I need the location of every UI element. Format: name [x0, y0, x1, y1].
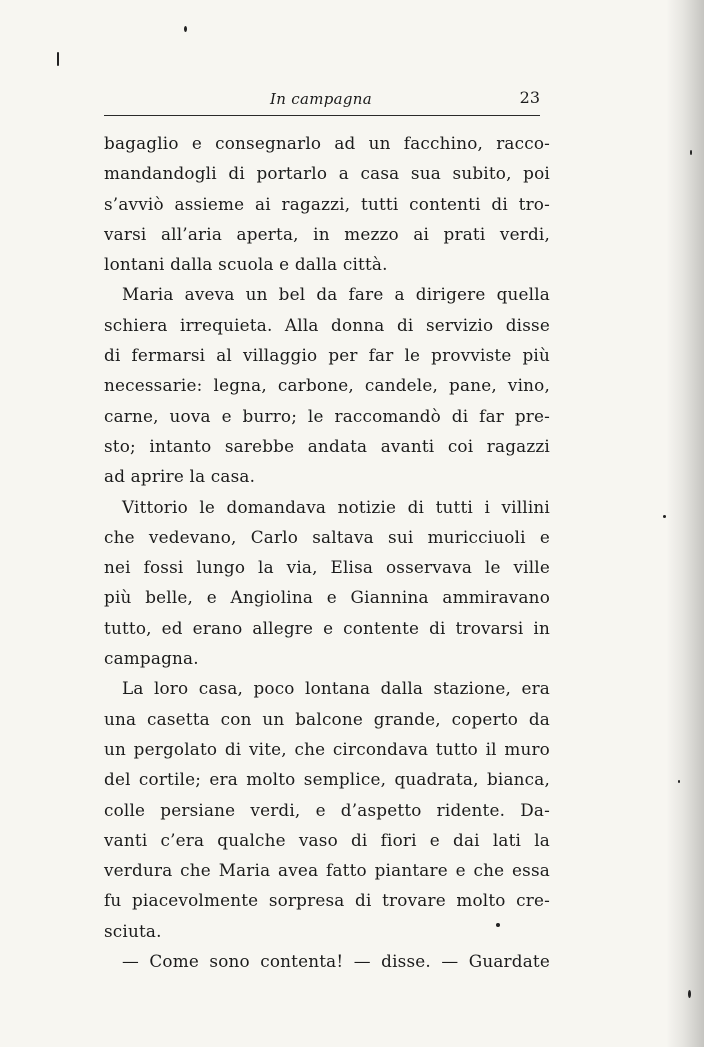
text-line: tutto, ed erano allegre e contente di trovarsi in	[104, 617, 550, 638]
text-line: lontani dalla scuola e dalla città.	[104, 254, 388, 275]
text-line: necessarie: legna, carbone, candele, pane, vino,	[104, 375, 550, 396]
body-text	[104, 128, 550, 976]
ink-speck	[663, 515, 666, 518]
header-rule	[104, 115, 540, 116]
ink-speck	[678, 780, 680, 783]
text-line: nei fossi lungo la via, Elisa osservava le ville	[104, 557, 550, 578]
page-number: 23	[519, 88, 540, 107]
running-header	[104, 84, 540, 118]
text-line: sciuta.	[104, 920, 162, 941]
ink-speck	[688, 990, 691, 998]
text-line: s’avviò assieme ai ragazzi, tutti contenti di tro-	[104, 193, 550, 214]
text-line: La loro casa, poco lontana dalla stazione, era	[122, 678, 550, 699]
text-line: Maria aveva un bel da fare a dirigere quella	[122, 284, 550, 305]
text-line: colle persiane verdi, e d’aspetto ridente. Da-	[104, 799, 550, 820]
text-line: bagaglio e consegnarlo ad un facchino, racco-	[104, 133, 550, 153]
text-line: del cortile; era molto semplice, quadrata, bianca,	[104, 769, 550, 790]
text-line: ad aprire la casa.	[104, 466, 256, 487]
text-line: vanti c’era qualche vaso di fiori e dai lati la	[104, 829, 550, 850]
text-line: carne, uova e burro; le raccomandò di far pre-	[104, 405, 550, 426]
text-line: fu piacevolmente sorpresa di trovare molto cre-	[104, 890, 550, 911]
ink-speck	[184, 26, 187, 32]
ink-speck	[690, 150, 692, 155]
text-line: mandandogli di portarlo a casa sua subito, poi	[104, 163, 550, 184]
text-line: più belle, e Angiolina e Giannina ammiravano	[104, 587, 550, 608]
ink-speck	[57, 52, 59, 66]
text-line: che vedevano, Carlo saltava sui muricciuoli e	[104, 526, 550, 547]
text-line: campagna.	[104, 648, 199, 669]
text-line: Vittorio le domandava notizie di tutti i villini	[122, 496, 550, 517]
text-line: sto; intanto sarebbe andata avanti coi ragazzi	[104, 435, 550, 456]
text-line: schiera irrequieta. Alla donna di servizio disse	[104, 314, 550, 335]
running-title: In campagna	[270, 90, 372, 108]
text-line: un pergolato di vite, che circondava tutto il muro	[104, 738, 550, 759]
text-line: varsi all’aria aperta, in mezzo ai prati verdi,	[104, 223, 550, 244]
page-edge-shadow	[666, 0, 704, 1047]
text-line: una casetta con un balcone grande, coperto da	[104, 708, 550, 729]
text-line: verdura che Maria avea fatto piantare e che essa	[104, 860, 550, 881]
text-line: di fermarsi al villaggio per far le provviste più	[104, 345, 550, 366]
text-line: — Come sono contenta! — disse. — Guardate	[122, 951, 550, 972]
